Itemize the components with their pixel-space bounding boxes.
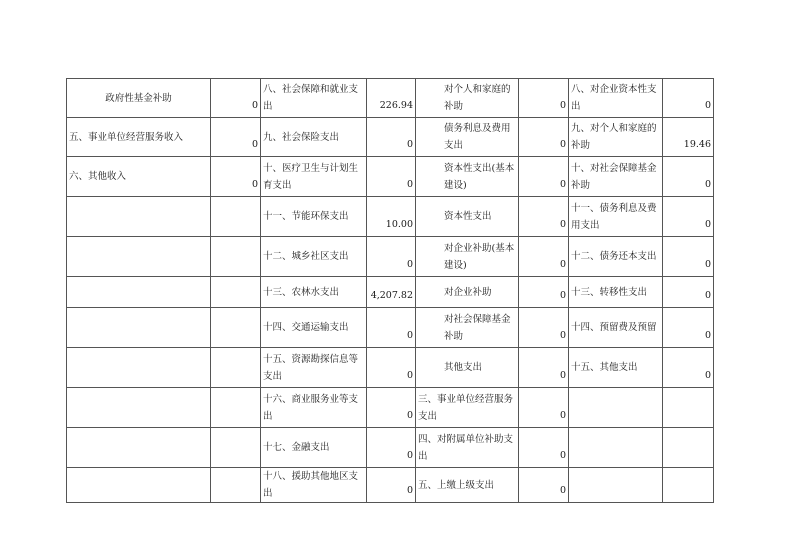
table-row [67,118,714,157]
gov-economic-item: 十四、预留费及预留 [569,308,663,348]
income-amount [211,237,261,277]
gov-economic-item [569,428,663,468]
income-amount [211,277,261,308]
function-item: 九、社会保险支出 [261,118,367,157]
gov-economic-item: 十、对社会保障基金补助 [569,157,663,197]
economic-amount: 0 [519,348,569,388]
function-amount: 0 [367,468,416,503]
economic-amount: 0 [519,277,569,308]
gov-economic-amount: 0 [663,197,714,237]
economic-item: 资本性支出(基本建设) [416,157,519,197]
income-item [67,388,211,428]
income-item [67,308,211,348]
function-item: 十八、援助其他地区支出 [261,468,367,503]
economic-amount: 0 [519,79,569,118]
income-amount [211,308,261,348]
income-amount [211,197,261,237]
income-item [67,197,211,237]
function-item: 八、社会保障和就业支出 [261,79,367,118]
income-item [67,468,211,503]
function-amount: 0 [367,157,416,197]
table-row [67,157,714,197]
gov-economic-amount: 0 [663,348,714,388]
income-amount [211,348,261,388]
gov-economic-item [569,468,663,503]
income-item [67,237,211,277]
economic-amount: 0 [519,468,569,503]
economic-amount: 0 [519,197,569,237]
economic-amount: 0 [519,237,569,277]
gov-economic-item: 九、对个人和家庭的补助 [569,118,663,157]
gov-economic-amount: 0 [663,308,714,348]
economic-item: 债务利息及费用支出 [416,118,519,157]
economic-item: 对个人和家庭的补助 [416,79,519,118]
function-item: 十四、交通运输支出 [261,308,367,348]
function-amount: 0 [367,428,416,468]
economic-item: 其他支出 [416,348,519,388]
gov-economic-amount: 19.46 [663,118,714,157]
gov-economic-amount: 0 [663,79,714,118]
economic-amount: 0 [519,118,569,157]
function-item: 十、医疗卫生与计划生育支出 [261,157,367,197]
income-amount: 0 [211,157,261,197]
economic-amount: 0 [519,157,569,197]
gov-economic-item: 十三、转移性支出 [569,277,663,308]
income-amount: 0 [211,79,261,118]
table-row [67,277,714,308]
gov-economic-amount: 0 [663,277,714,308]
table-row [67,79,714,118]
function-item: 十二、城乡社区支出 [261,237,367,277]
table-row [67,388,714,428]
gov-economic-item: 十一、债务利息及费用支出 [569,197,663,237]
function-amount: 0 [367,118,416,157]
economic-item: 五、上缴上级支出 [416,468,519,503]
gov-economic-amount: 0 [663,237,714,277]
budget-table [66,78,714,503]
income-amount [211,468,261,503]
function-amount: 4,207.82 [367,277,416,308]
income-item [67,348,211,388]
function-item: 十五、资源勘探信息等支出 [261,348,367,388]
table-row [67,197,714,237]
table-row [67,428,714,468]
economic-item: 对企业补助(基本建设) [416,237,519,277]
income-item: 政府性基金补助 [67,79,211,118]
gov-economic-amount: 0 [663,157,714,197]
economic-item: 对社会保障基金补助 [416,308,519,348]
function-item: 十六、商业服务业等支出 [261,388,367,428]
economic-amount: 0 [519,388,569,428]
gov-economic-item: 八、对企业资本性支出 [569,79,663,118]
function-amount: 0 [367,237,416,277]
gov-economic-amount [663,388,714,428]
income-item [67,428,211,468]
function-item: 十三、农林水支出 [261,277,367,308]
function-amount: 0 [367,308,416,348]
gov-economic-amount [663,468,714,503]
table-row [67,237,714,277]
gov-economic-item [569,388,663,428]
economic-item: 资本性支出 [416,197,519,237]
function-amount: 0 [367,388,416,428]
function-amount: 0 [367,348,416,388]
function-item: 十一、节能环保支出 [261,197,367,237]
function-amount: 226.94 [367,79,416,118]
gov-economic-item: 十二、债务还本支出 [569,237,663,277]
income-item: 五、事业单位经营服务收入 [67,118,211,157]
economic-amount: 0 [519,308,569,348]
economic-item: 对企业补助 [416,277,519,308]
income-amount [211,388,261,428]
income-item: 六、其他收入 [67,157,211,197]
table-row [67,468,714,503]
economic-amount: 0 [519,428,569,468]
income-amount [211,428,261,468]
function-item: 十七、金融支出 [261,428,367,468]
gov-economic-amount [663,428,714,468]
gov-economic-item: 十五、其他支出 [569,348,663,388]
economic-item: 三、事业单位经营服务支出 [416,388,519,428]
income-amount: 0 [211,118,261,157]
function-amount: 10.00 [367,197,416,237]
economic-item: 四、对附属单位补助支出 [416,428,519,468]
table-row [67,308,714,348]
income-item [67,277,211,308]
table-row [67,348,714,388]
